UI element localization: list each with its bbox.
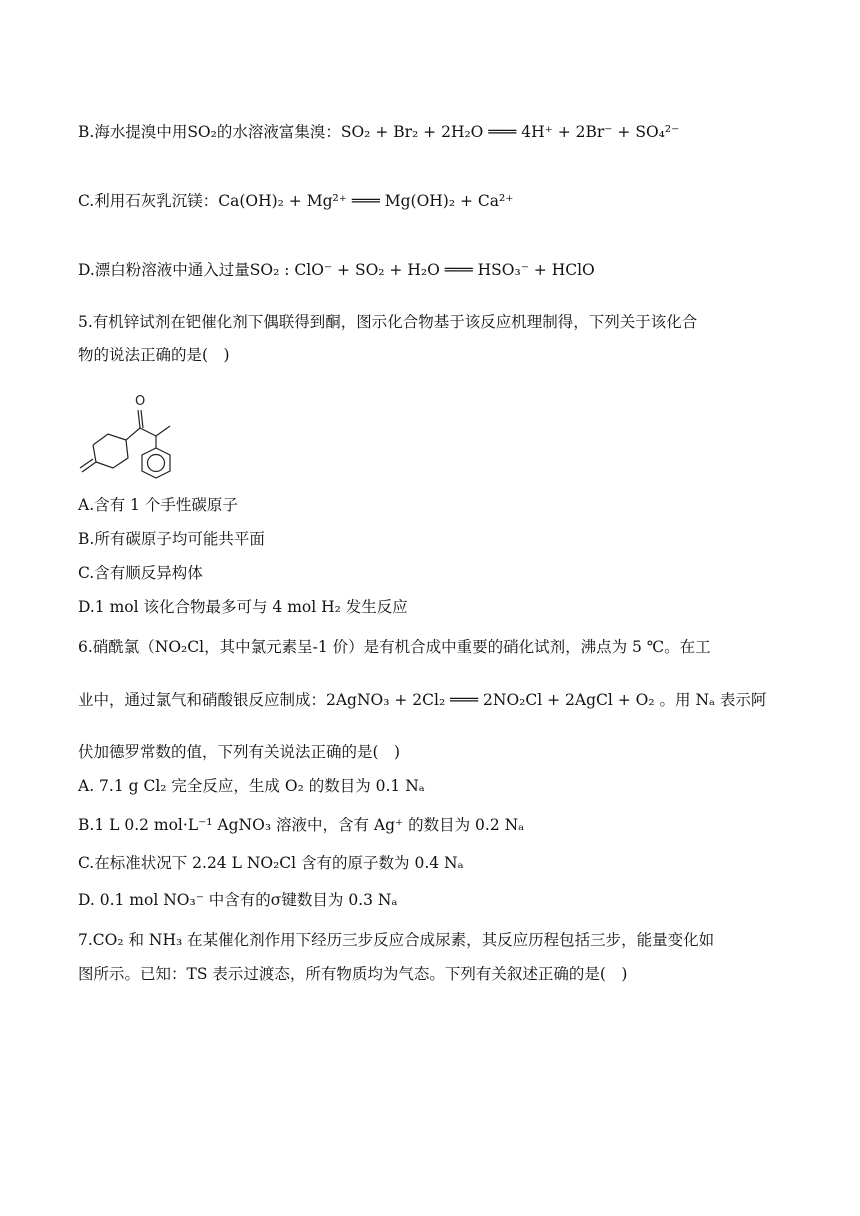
- question-5-option-d: D.1 mol 该化合物最多可与 4 mol H₂ 发生反应: [78, 598, 408, 616]
- question-5-option-c: C.含有顺反异构体: [78, 564, 203, 582]
- line-q4-option-c: C.利用石灰乳沉镁：Ca(OH)₂ + Mg²⁺ ═══ Mg(OH)₂ + Ca²⁺: [78, 192, 514, 210]
- question-6-option-b: B.1 L 0.2 mol·L⁻¹ AgNO₃ 溶液中，含有 Ag⁺ 的数目为 0.2 Nₐ: [78, 816, 525, 834]
- line-q4-option-d: D.漂白粉溶液中通入过量SO₂ : ClO⁻ + SO₂ + H₂O ═══ HSO₃⁻ + HClO: [78, 261, 595, 279]
- question-5-line-2: 物的说法正确的是( ): [78, 346, 230, 364]
- question-5-option-b: B.所有碳原子均可能共平面: [78, 530, 265, 548]
- question-6-line-1: 6.硝酰氯（NO₂Cl，其中氯元素呈-1 价）是有机合成中重要的硝化试剂，沸点为 5 ℃。在工: [78, 638, 711, 656]
- question-5-option-a: A.含有 1 个手性碳原子: [78, 496, 238, 514]
- question-6-line-3: 伏加德罗常数的值，下列有关说法正确的是( ): [78, 743, 401, 761]
- question-7-line-1: 7.CO₂ 和 NH₃ 在某催化剂作用下经历三步反应合成尿素，其反应历程包括三步，能量变化如: [78, 931, 715, 949]
- oxygen-atom-label: O: [135, 394, 146, 409]
- question-7-line-2: 图所示。已知：TS 表示过渡态，所有物质均为气态。下列有关叙述正确的是( ): [78, 965, 628, 983]
- question-5-line-1: 5.有机锌试剂在钯催化剂下偶联得到酮，图示化合物基于该反应机理制得，下列关于该化合: [78, 313, 698, 331]
- question-6-option-a: A. 7.1 g Cl₂ 完全反应，生成 O₂ 的数目为 0.1 Nₐ: [78, 777, 425, 795]
- question-6-option-c: C.在标准状况下 2.24 L NO₂Cl 含有的原子数为 0.4 Nₐ: [78, 854, 464, 872]
- line-q4-option-b: B.海水提溴中用SO₂的水溶液富集溴：SO₂ + Br₂ + 2H₂O ═══ 4H⁺ + 2Br⁻ + SO₄²⁻: [78, 123, 680, 141]
- question-6-line-2: 业中，通过氯气和硝酸银反应制成：2AgNO₃ + 2Cl₂ ═══ 2NO₂Cl + 2AgCl + O₂ 。用 Nₐ 表示阿: [78, 691, 767, 709]
- question-6-option-d: D. 0.1 mol NO₃⁻ 中含有的σ键数目为 0.3 Nₐ: [78, 891, 398, 909]
- molecule-structure: [78, 390, 198, 485]
